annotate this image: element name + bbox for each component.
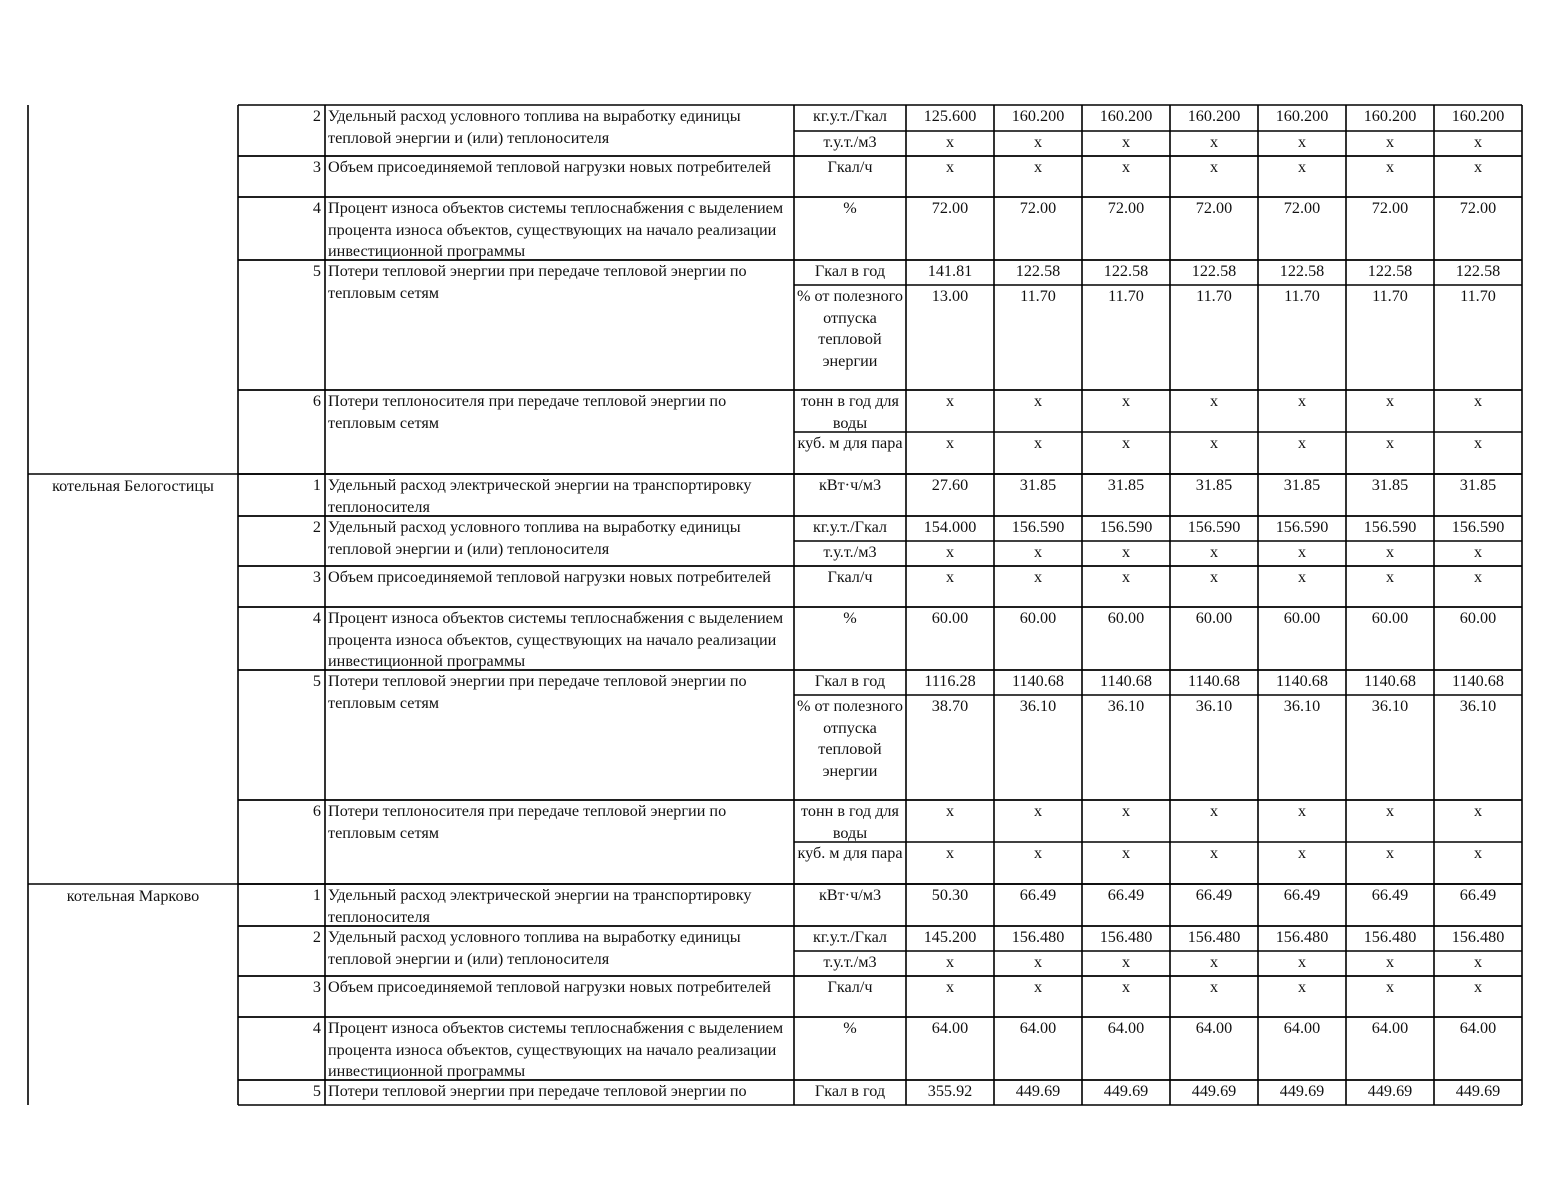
value-cell: 60.00 <box>1283 609 1321 627</box>
value-cell: x <box>1209 392 1219 410</box>
value-cell: x <box>1033 953 1043 971</box>
value-cell: x <box>1473 844 1483 862</box>
value-cell: 156.590 <box>1187 518 1241 536</box>
value-cell: 66.49 <box>1371 886 1409 904</box>
value-cell: x <box>1385 543 1395 561</box>
item-description: Потери тепловой энергии при передаче тепловой энергии по <box>328 1082 747 1100</box>
value-cell: 13.00 <box>931 287 969 305</box>
value-cell: x <box>1473 568 1483 586</box>
value-cell: x <box>1033 978 1043 996</box>
item-description: Объем присоединяемой тепловой нагрузки новых потребителей <box>328 568 771 586</box>
unit-label: тонн в год для воды <box>801 392 899 432</box>
value-cell: 36.10 <box>1371 697 1409 715</box>
unit-label: % <box>843 609 857 627</box>
value-cell: 156.480 <box>1011 928 1065 946</box>
item-description: Потери теплоносителя при передаче тепловой энергии по тепловым сетям <box>328 802 727 842</box>
value-cell: 31.85 <box>1195 476 1233 494</box>
unit-label: % <box>843 199 857 217</box>
value-cell: x <box>1473 543 1483 561</box>
item-number: 2 <box>312 928 321 946</box>
value-cell: 72.00 <box>931 199 969 217</box>
item-number: 1 <box>312 476 321 494</box>
value-cell: 160.200 <box>1187 107 1241 125</box>
item-number: 6 <box>312 392 321 410</box>
value-cell: x <box>1473 978 1483 996</box>
value-cell: x <box>1473 158 1483 176</box>
value-cell: 72.00 <box>1283 199 1321 217</box>
unit-label: Гкал/ч <box>827 978 873 996</box>
boiler-name: котельная Белогостицы <box>52 477 214 495</box>
value-cell: x <box>1209 802 1219 820</box>
unit-label: куб. м для пара <box>797 434 903 452</box>
value-cell: 60.00 <box>1371 609 1409 627</box>
value-cell: 1140.68 <box>1187 672 1240 690</box>
item-description: Потери теплоносителя при передаче тепловой энергии по тепловым сетям <box>328 392 727 432</box>
unit-label: тонн в год для воды <box>801 802 899 842</box>
value-cell: x <box>945 543 955 561</box>
value-cell: 31.85 <box>1019 476 1057 494</box>
unit-label: % от полезного отпуска тепловой энергии <box>796 697 904 780</box>
item-number: 1 <box>312 886 321 904</box>
value-cell: 160.200 <box>1451 107 1505 125</box>
value-cell: 160.200 <box>1275 107 1329 125</box>
value-cell: 38.70 <box>931 697 969 715</box>
value-cell: 156.480 <box>1363 928 1417 946</box>
value-cell: x <box>1209 978 1219 996</box>
value-cell: x <box>1033 133 1043 151</box>
value-cell: 156.590 <box>1099 518 1153 536</box>
value-cell: 60.00 <box>1195 609 1233 627</box>
item-number: 4 <box>312 609 321 627</box>
value-cell: 156.480 <box>1099 928 1153 946</box>
unit-label: т.у.т./м3 <box>823 543 877 561</box>
value-cell: x <box>1297 434 1307 452</box>
value-cell: x <box>1121 978 1131 996</box>
value-cell: x <box>1297 844 1307 862</box>
value-cell: 36.10 <box>1459 697 1497 715</box>
value-cell: x <box>1473 953 1483 971</box>
value-cell: 11.70 <box>1284 287 1320 305</box>
value-cell: 449.69 <box>1279 1082 1325 1100</box>
value-cell: 449.69 <box>1103 1082 1149 1100</box>
value-cell: 66.49 <box>1459 886 1497 904</box>
item-description: Удельный расход условного топлива на выработку единицы тепловой энергии и (или) теплоносителя <box>328 928 741 968</box>
value-cell: x <box>1033 844 1043 862</box>
value-cell: x <box>1209 158 1219 176</box>
value-cell: x <box>1297 568 1307 586</box>
value-cell: 156.480 <box>1451 928 1505 946</box>
value-cell: x <box>945 978 955 996</box>
value-cell: x <box>1121 133 1131 151</box>
value-cell: x <box>1209 434 1219 452</box>
value-cell: 31.85 <box>1283 476 1321 494</box>
value-cell: 1140.68 <box>1099 672 1152 690</box>
value-cell: x <box>1209 844 1219 862</box>
value-cell: x <box>945 133 955 151</box>
value-cell: x <box>1385 953 1395 971</box>
value-cell: x <box>1121 802 1131 820</box>
value-cell: 156.590 <box>1451 518 1505 536</box>
boiler-name: котельная Марково <box>66 887 200 905</box>
value-cell: 156.590 <box>1275 518 1329 536</box>
value-cell: 122.58 <box>1191 262 1237 280</box>
value-cell: 11.70 <box>1108 287 1144 305</box>
value-cell: 145.200 <box>923 928 977 946</box>
value-cell: x <box>945 953 955 971</box>
value-cell: x <box>1385 802 1395 820</box>
value-cell: 64.00 <box>1195 1019 1233 1037</box>
unit-label: кг.у.т./Гкал <box>812 518 888 536</box>
value-cell: 1140.68 <box>1275 672 1328 690</box>
value-cell: x <box>945 844 955 862</box>
value-cell: x <box>1385 978 1395 996</box>
value-cell: x <box>1033 568 1043 586</box>
unit-label: куб. м для пара <box>797 844 903 862</box>
value-cell: 156.590 <box>1011 518 1065 536</box>
value-cell: 1140.68 <box>1451 672 1504 690</box>
value-cell: 449.69 <box>1367 1082 1413 1100</box>
value-cell: 11.70 <box>1020 287 1056 305</box>
value-cell: 1140.68 <box>1011 672 1064 690</box>
value-cell: x <box>945 802 955 820</box>
value-cell: 1140.68 <box>1363 672 1416 690</box>
item-number: 5 <box>312 1082 321 1100</box>
value-cell: 66.49 <box>1283 886 1321 904</box>
value-cell: 72.00 <box>1371 199 1409 217</box>
unit-label: кг.у.т./Гкал <box>812 928 888 946</box>
value-cell: 122.58 <box>1279 262 1325 280</box>
value-cell: 60.00 <box>1459 609 1497 627</box>
value-cell: 60.00 <box>1107 609 1145 627</box>
value-cell: 72.00 <box>1019 199 1057 217</box>
value-cell: 36.10 <box>1107 697 1145 715</box>
value-cell: x <box>1385 434 1395 452</box>
item-description: Потери тепловой энергии при передаче тепловой энергии по тепловым сетям <box>328 262 747 302</box>
item-description: Удельный расход условного топлива на выработку единицы тепловой энергии и (или) теплоносителя <box>328 107 741 147</box>
value-cell: 449.69 <box>1455 1082 1501 1100</box>
value-cell: 122.58 <box>1015 262 1061 280</box>
value-cell: 50.30 <box>931 886 969 904</box>
value-cell: x <box>945 392 955 410</box>
value-cell: x <box>1297 802 1307 820</box>
unit-label: т.у.т./м3 <box>823 953 877 971</box>
value-cell: x <box>1473 392 1483 410</box>
item-number: 4 <box>312 1019 321 1037</box>
value-cell: x <box>1033 543 1043 561</box>
value-cell: 36.10 <box>1019 697 1057 715</box>
value-cell: 31.85 <box>1459 476 1497 494</box>
item-number: 3 <box>312 158 321 176</box>
unit-label: кВт·ч/м3 <box>818 476 882 494</box>
item-description: Удельный расход электрической энергии на транспортировку теплоносителя <box>328 476 752 516</box>
unit-label: Гкал/ч <box>827 568 873 586</box>
value-cell: x <box>1121 953 1131 971</box>
value-cell: x <box>1385 568 1395 586</box>
value-cell: 154.000 <box>923 518 977 536</box>
value-cell: x <box>1385 392 1395 410</box>
value-cell: x <box>1385 158 1395 176</box>
value-cell: x <box>1297 978 1307 996</box>
value-cell: 11.70 <box>1460 287 1496 305</box>
value-cell: 122.58 <box>1455 262 1501 280</box>
value-cell: x <box>1297 392 1307 410</box>
value-cell: x <box>1033 392 1043 410</box>
value-cell: 160.200 <box>1099 107 1153 125</box>
unit-label: кг.у.т./Гкал <box>812 107 888 125</box>
item-number: 3 <box>312 978 321 996</box>
value-cell: 1116.28 <box>924 672 976 690</box>
value-cell: x <box>1209 543 1219 561</box>
unit-label: Гкал в год <box>814 1082 886 1100</box>
value-cell: x <box>1121 568 1131 586</box>
value-cell: 72.00 <box>1195 199 1233 217</box>
value-cell: 355.92 <box>927 1082 973 1100</box>
item-description: Процент износа объектов системы теплоснабжения с выделением процента износа объектов, существующих на начало реализации инвестиционной программы <box>328 1019 784 1080</box>
value-cell: 64.00 <box>1107 1019 1145 1037</box>
item-number: 5 <box>312 672 321 690</box>
value-cell: 125.600 <box>923 107 977 125</box>
value-cell: 66.49 <box>1019 886 1057 904</box>
unit-label: % от полезного отпуска тепловой энергии <box>796 287 904 370</box>
value-cell: 36.10 <box>1195 697 1233 715</box>
value-cell: 160.200 <box>1363 107 1417 125</box>
value-cell: x <box>1473 802 1483 820</box>
value-cell: x <box>1209 568 1219 586</box>
value-cell: x <box>1209 133 1219 151</box>
value-cell: 122.58 <box>1103 262 1149 280</box>
value-cell: x <box>1385 844 1395 862</box>
value-cell: x <box>1297 953 1307 971</box>
value-cell: 64.00 <box>1371 1019 1409 1037</box>
value-cell: x <box>1297 158 1307 176</box>
unit-label: кВт·ч/м3 <box>818 886 882 904</box>
value-cell: x <box>1033 434 1043 452</box>
value-cell: 156.480 <box>1187 928 1241 946</box>
value-cell: 31.85 <box>1371 476 1409 494</box>
item-number: 2 <box>312 518 321 536</box>
value-cell: 64.00 <box>1019 1019 1057 1037</box>
item-number: 2 <box>312 107 321 125</box>
value-cell: x <box>1297 133 1307 151</box>
item-description: Процент износа объектов системы теплоснабжения с выделением процента износа объектов, существующих на начало реализации инвестиционной программы <box>328 609 784 670</box>
value-cell: x <box>945 434 955 452</box>
value-cell: x <box>1297 543 1307 561</box>
value-cell: 122.58 <box>1367 262 1413 280</box>
item-description: Процент износа объектов системы теплоснабжения с выделением процента износа объектов, существующих на начало реализации инвестиционной программы <box>328 199 784 260</box>
unit-label: т.у.т./м3 <box>823 133 877 151</box>
unit-label: Гкал в год <box>814 672 886 690</box>
item-number: 5 <box>312 262 321 280</box>
value-cell: x <box>1033 802 1043 820</box>
value-cell: 66.49 <box>1195 886 1233 904</box>
value-cell: 64.00 <box>1283 1019 1321 1037</box>
value-cell: 141.81 <box>927 262 973 280</box>
value-cell: 156.590 <box>1363 518 1417 536</box>
value-cell: 60.00 <box>1019 609 1057 627</box>
value-cell: 11.70 <box>1372 287 1408 305</box>
value-cell: 156.480 <box>1275 928 1329 946</box>
value-cell: 36.10 <box>1283 697 1321 715</box>
value-cell: x <box>1033 158 1043 176</box>
value-cell: 64.00 <box>931 1019 969 1037</box>
value-cell: 11.70 <box>1196 287 1232 305</box>
unit-label: % <box>843 1019 857 1037</box>
value-cell: x <box>945 568 955 586</box>
value-cell: 60.00 <box>931 609 969 627</box>
value-cell: x <box>1473 133 1483 151</box>
item-description: Объем присоединяемой тепловой нагрузки новых потребителей <box>328 978 771 996</box>
value-cell: x <box>1209 953 1219 971</box>
item-description: Удельный расход электрической энергии на транспортировку теплоносителя <box>328 886 752 926</box>
value-cell: 31.85 <box>1107 476 1145 494</box>
value-cell: x <box>1121 392 1131 410</box>
item-description: Потери тепловой энергии при передаче тепловой энергии по тепловым сетям <box>328 672 747 712</box>
value-cell: x <box>1385 133 1395 151</box>
unit-label: Гкал/ч <box>827 158 873 176</box>
value-cell: 449.69 <box>1191 1082 1237 1100</box>
item-number: 6 <box>312 802 321 820</box>
value-cell: x <box>1473 434 1483 452</box>
item-description: Удельный расход условного топлива на выработку единицы тепловой энергии и (или) теплоносителя <box>328 518 741 558</box>
value-cell: 449.69 <box>1015 1082 1061 1100</box>
value-cell: 27.60 <box>931 476 969 494</box>
value-cell: x <box>1121 543 1131 561</box>
value-cell: 64.00 <box>1459 1019 1497 1037</box>
unit-label: Гкал в год <box>814 262 886 280</box>
value-cell: 72.00 <box>1459 199 1497 217</box>
item-number: 3 <box>312 568 321 586</box>
value-cell: x <box>1121 158 1131 176</box>
item-description: Объем присоединяемой тепловой нагрузки новых потребителей <box>328 158 771 176</box>
value-cell: 160.200 <box>1011 107 1065 125</box>
value-cell: x <box>1121 844 1131 862</box>
value-cell: 66.49 <box>1107 886 1145 904</box>
value-cell: 72.00 <box>1107 199 1145 217</box>
item-number: 4 <box>312 199 321 217</box>
value-cell: x <box>1121 434 1131 452</box>
value-cell: x <box>945 158 955 176</box>
